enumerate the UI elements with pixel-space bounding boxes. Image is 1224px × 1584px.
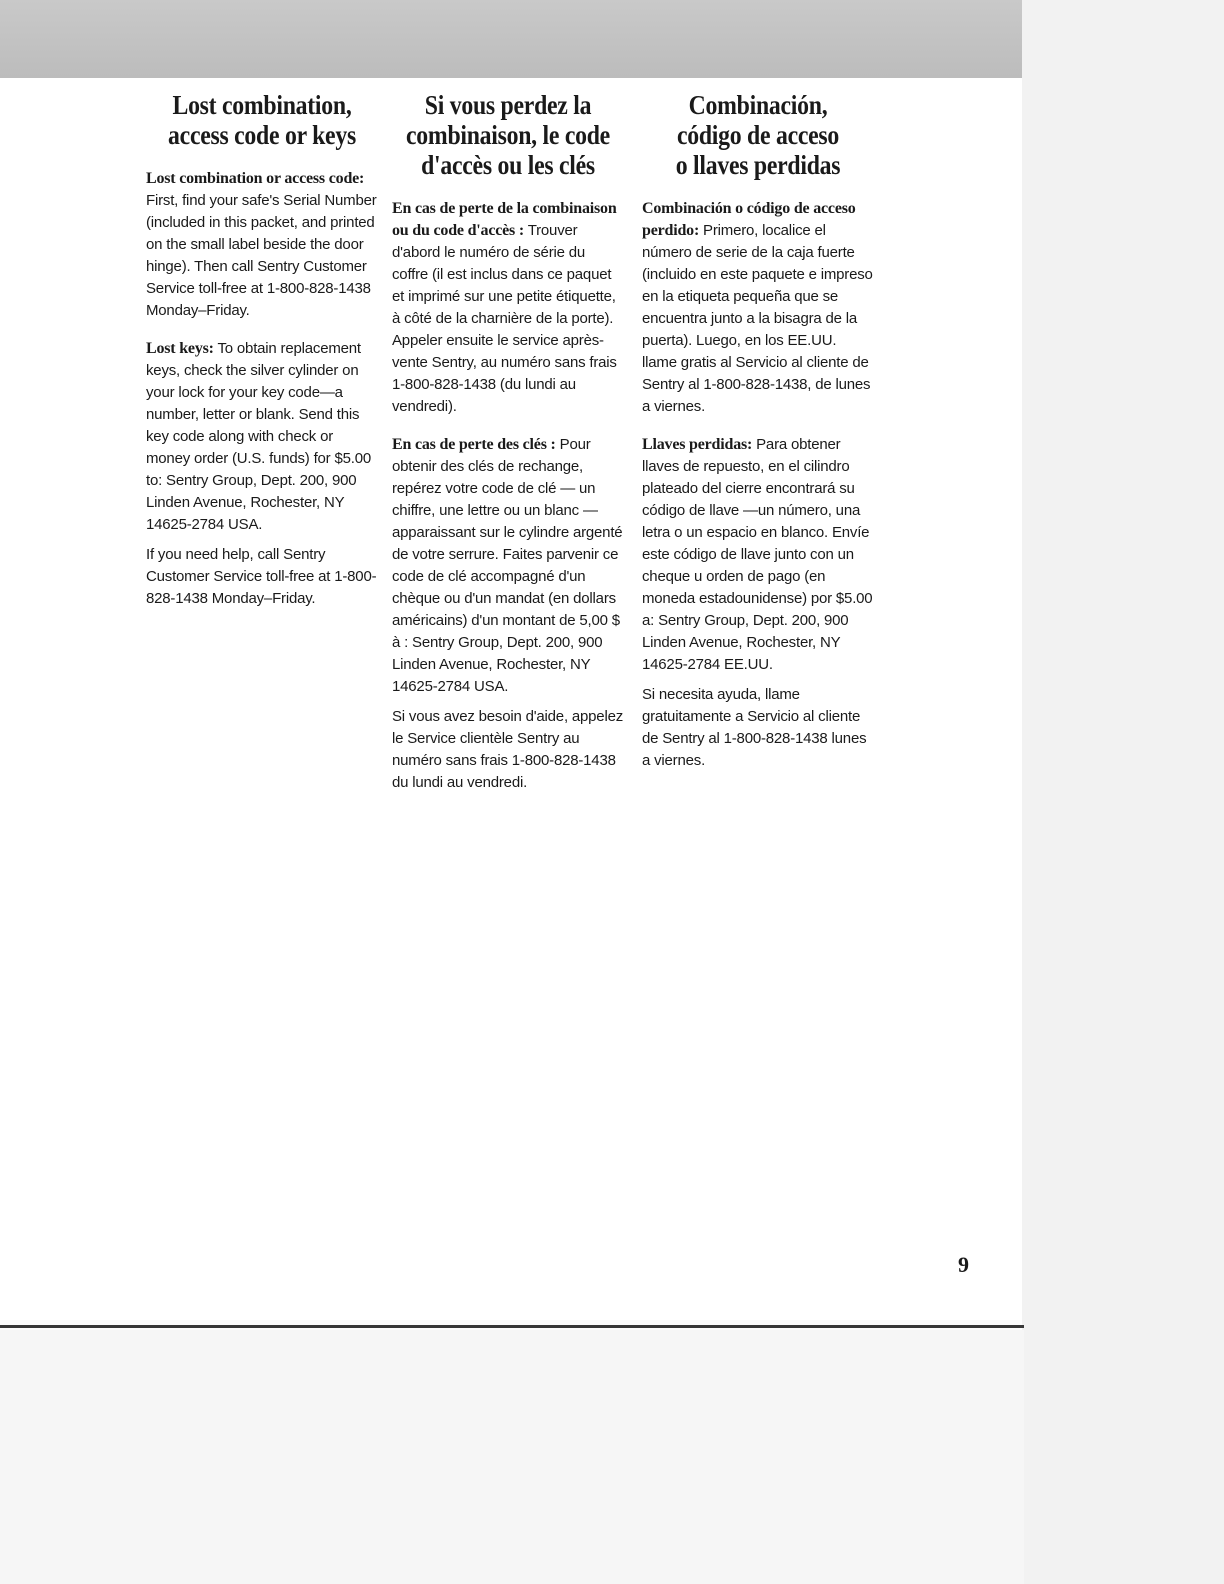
spanish-column [642,90,874,788]
page-bottom-edge [0,1325,1024,1328]
page-number: 9 [958,1252,969,1277]
english-paragraph-help: If you need help, call Sentry Customer Service toll-free at 1-800-828-1438 Monday–Friday. [146,546,377,607]
french-title-line: d'accès ou les clés [421,150,595,180]
english-lead-lost-keys: Lost keys: [146,340,214,357]
spanish-paragraph-help: Si necesita ayuda, llame gratuitamente a Servicio al cliente de Sentry al 1-800-828-1438 lunes a viernes. [642,686,867,769]
spanish-text-lost-combination: Primero, localice el número de serie de la caja fuerte (incluido en este paquete e impreso en la etiqueta pequeña que se encuentra junto a la bisagra de la puerta). Luego, en los EE.UU. llame gratis al Servicio al cliente de Sentry al 1-800-828-1438, de lunes a viernes. [642,222,873,415]
spanish-text-lost-keys: Para obtener llaves de repuesto, en el cilindro plateado del cierre encontrará su código de llave —un número, una letra o un espacio en blanco. Envíe este código de llave junto con un cheque u orden de pago (en moneda estadounidense) por $5.00 a: Sentry Group, Dept. 200, 900 Linden Avenue, Rochester, NY 14625-2784 EE.UU. [642,436,873,673]
spanish-title [656,90,860,180]
spanish-lead-lost-keys: Llaves perdidas: [642,436,753,453]
english-body [146,168,378,610]
english-title [160,90,364,150]
english-paragraph-lost-combination [146,168,378,322]
scan-bottom-area [0,1330,1024,1584]
french-title [406,90,610,180]
french-paragraph-help: Si vous avez besoin d'aide, appelez le Service clientèle Sentry au numéro sans frais 1-800-828-1438 du lundi au vendredi. [392,708,624,791]
spanish-title-line: o llaves perdidas [675,150,841,180]
spanish-lead-lost-combination: Combinación o código de acceso perdido: [642,200,856,239]
english-text-lost-keys: To obtain replacement keys, check the silver cylinder on your lock for your key code—a number, letter or blank. Send this key code along with check or money order (U.S. funds) for $5.00 to: Sentry Group, Dept. 200, 900 Linden Avenue, Rochester, NY 14625-2784 USA. [146,340,371,533]
spanish-paragraph-lost-keys [642,434,874,676]
french-body [392,198,624,794]
french-text-lost-combination: Trouver d'abord le numéro de série du coffre (il est inclus dans ce paquet et imprimé sur une petite étiquette, à côté de la charnière de la porte). Appeler ensuite le service après-vente Sentry, au numéro sans frais 1-800-828-1438 (du lundi au vendredi). [392,222,617,415]
spanish-title-line: Combinación, [688,90,828,120]
french-title-line: Si vous perdez la [424,90,592,120]
spanish-body [642,198,874,772]
spanish-title-line: código de acceso [676,120,840,150]
french-column [392,90,624,810]
english-column [146,90,378,626]
french-paragraph-lost-combination [392,198,624,418]
english-lead-lost-combination: Lost combination or access code: [146,170,365,187]
spanish-paragraph-lost-combination [642,198,874,418]
english-title-line: access code or keys [168,120,356,150]
english-title-line: Lost combination, [172,90,352,120]
scan-right-edge [1022,0,1224,1584]
scan-top-band [0,0,1024,78]
french-lead-lost-keys: En cas de perte des clés : [392,436,556,453]
french-lead-lost-combination: En cas de perte de la combinaison ou du code d'accès : [392,200,617,239]
french-title-line: combinaison, le code [406,120,610,150]
english-paragraph-lost-keys [146,338,378,536]
english-text-lost-combination: First, find your safe's Serial Number (included in this packet, and printed on the small label beside the door hinge). Then call Sentry Customer Service toll-free at 1-800-828-1438 Monday–Friday. [146,192,377,319]
french-paragraph-lost-keys [392,434,624,698]
french-text-lost-keys: Pour obtenir des clés de rechange, repérez votre code de clé — un chiffre, une lettre ou un blanc — apparaissant sur le cylindre argenté de votre serrure. Faites parvenir ce code de clé accompagné d'un chèque ou d'un mandat (en dollars américains) d'un montant de 5,00 $ à : Sentry Group, Dept. 200, 900 Linden Avenue, Rochester, NY 14625-2784 USA. [392,436,623,695]
